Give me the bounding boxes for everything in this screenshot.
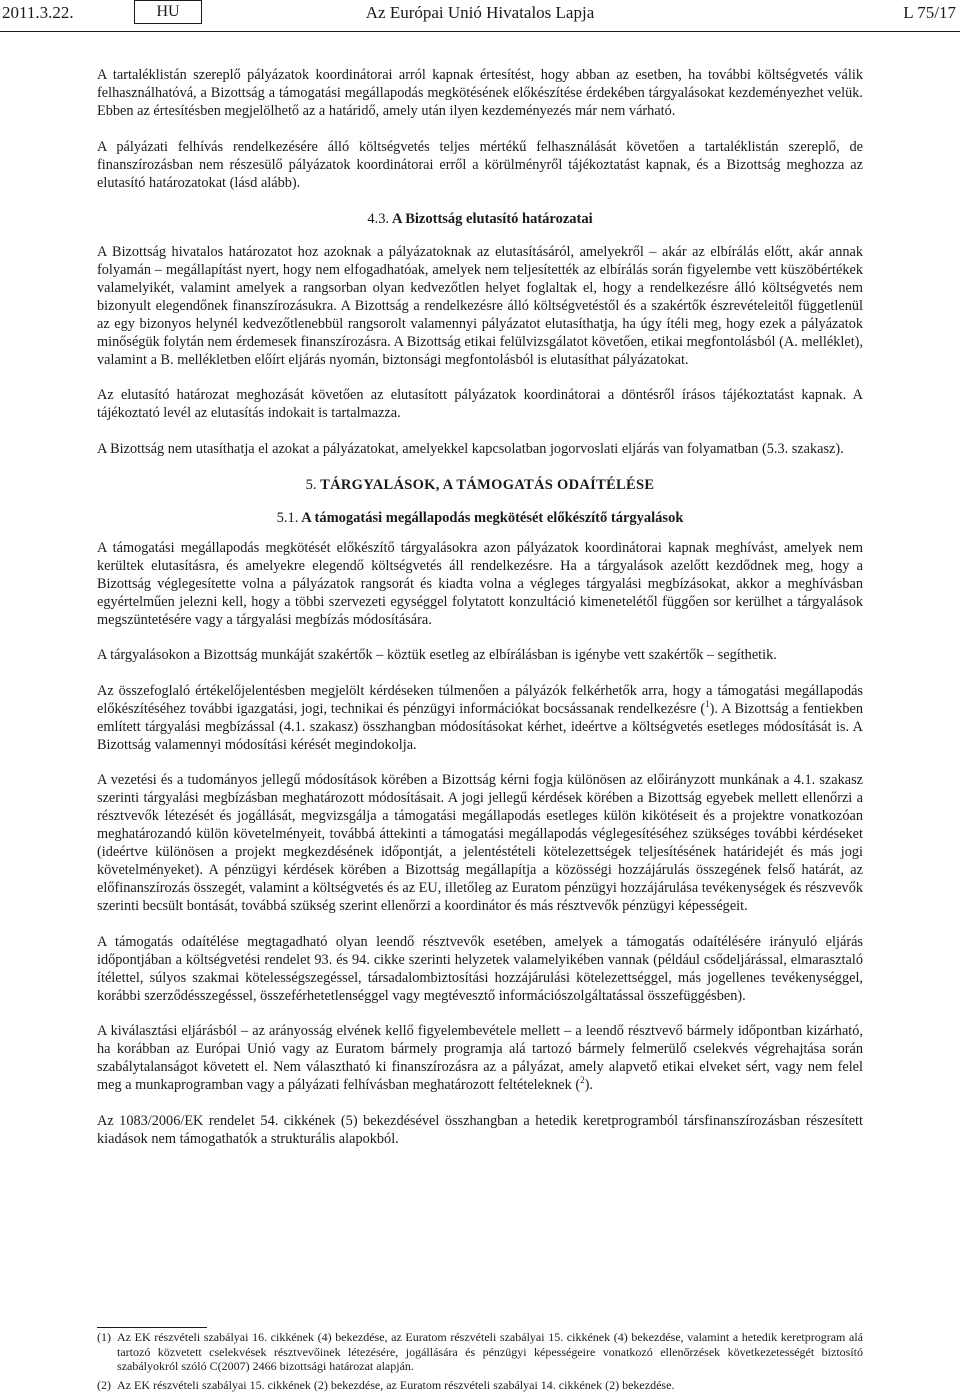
text-run: A kiválasztási eljárásból – az arányosság elvének kellő figyelembevétele mellett – a leendő résztvevő bármely időpontban kizárható, ha korábban az Európai Unió vagy az Euratom bármely programja alá tartozó bármely felmerülő cselekvés végrehajtása során szabálytalanságot követett el. Nem választható ki finanszírozásra az a pályázat, amely alapvető etikai elveket sért, vagy nem felel meg a munkaprogramban vagy a pályázati felhívásban meghatározott feltételeknek ( [97,1023,863,1093]
paragraph-exclusion [97,1022,863,1094]
header-language-box: HU [134,0,202,24]
section-title: A Bizottság elutasító határozatai [391,210,593,227]
section-title: TÁRGYALÁSOK, A TÁMOGATÁS ODAÍTÉLÉSE [320,476,655,493]
footnote [97,1330,863,1374]
paragraph-budget-exhausted: A pályázati felhívás rendelkezésére álló költségvetés teljes mértékű felhasználását követően a tartaléklistán szereplő, de finanszírozásban nem részesülő pályázatok koordinátorai erről a körülményről tájékoztatást kapnak, és a Bizottság meghozza az elutasító határozatokat (lásd alább). [97,138,863,191]
footnotes [97,1330,863,1396]
paragraph-modifications: A vezetési és a tudományos jellegű módosítások körében a Bizottság kérni fogja különösen az előirányzott munkának a 4.1. szakasz szerinti tárgyalási megbízásban meghatározott módosításait. A jogi jellegű kérdések körében a Bizottság egyebek mellett ellenőrzi a résztvevők létezését és jogállását, megvizsgálja a támogatási megállapodás esetleges külön kikötéseit és a projektre vonatkozóan meghatározandó külön követelményeit, továbbá áttekinti a támogatási megállapodás véglegesítéséhez szükséges további kérdéseket (ideértve különösen a projekt megkezdésének időpontját, a jelentéstételi kötelezettségek teljesítésének határidejét és más jogi követelményeket). A pénzügyi kérdések körében a Bizottság megállapítja a közösségi hozzájárulás összegének felső határát, az előfinanszírozás összegét, valamint a költségvetés és az EU, illetőleg az Euratom pénzügyi hozzájárulása tevékenységek és részvevők szerinti becsült bontását, továbbá szükség szerint ellenőrzi a koordinátor és más résztvevők pénzügyi képességeit. [97,772,863,914]
header-date: 2011.3.22. [2,3,74,22]
footnote [97,1378,863,1393]
paragraph-reserve-list: A tartaléklistán szereplő pályázatok koordinátorai arról kapnak értesítést, hogy abban az esetben, ha további költségvetés válik felhasználhatóvá, a Bizottság a támogatási megállapodás megkötésének előkészítése érdekében tárgyalásokat kezdeményezhet velük. Ebben az értesítésben megjelölhető az a határidő, amely után ilyen kezdeményezés már nem várható. [97,67,863,119]
paragraph-refusal: A támogatás odaítélése megtagadható olyan leendő résztvevők esetében, amelyek a támogatás odaítélésére irányuló eljárás időpontjában a költségvetési rendelet 93. és 94. cikke szerinti helyzetek valamelyikében vannak (például csődeljárással, elmarasztaló ítélettel, súlyos szakmai kötelességszegéssel, társadalombiztosítási hozzájárulási kötelezettséggel, más jogellenes tevékenységgel, korábbi szerződésszegéssel, összeférhetetlenséggel vagy megtévesztő információszolgáltatással összefüggésben). [97,933,863,1004]
footnote-text: Az EK részvételi szabályai 15. cikkének (2) bekezdése, az Euratom részvételi szabályai 14. cikkének (2) bekezdése. [117,1377,675,1392]
header-page-number: L 75/17 [903,3,956,22]
paragraph-rejection-notice: Az elutasító határozat meghozását követően az elutasított pályázatok koordinátorai a döntésről írásos tájékoztatást kapnak. A tájékoztató levél az elutasítás indokait is tartalmazza. [97,387,863,421]
header-rule [0,31,960,32]
paragraph-additional-info [97,682,863,754]
footnote-text: Az EK részvételi szabályai 16. cikkének (4) bekezdése, az Euratom részvételi szabályai 15. cikkének (4) bekezdése, valamint a hetedik keretprogram alá tartozó közvetett cselekvések résztvevőinek létezésére, jogállására és pénzügyi képességeire vonatkozó ellenőrzések következetességét biztosító szabályokról szóló C(2007) 2466 bizottsági határozat alapján. [117,1330,863,1373]
page-header [0,0,960,32]
section-heading-5-1 [97,509,863,527]
text-run: Az összefoglaló értékelőjelentésben megjelölt kérdéseken túlmenően a pályázók felkérhetők arra, hogy a támogatási megállapodás előkészítéséhez további igazgatási, jogi, technikai és pénzügyi információkat bocsássanak rendelkezésre ( [97,682,863,717]
paragraph-structural-funds: Az 1083/2006/EK rendelet 54. cikkének (5) bekezdésével összhangban a hetedik keretprogramból társfinanszírozásban részesített kiadások nem támogathatók a strukturális alapokból. [97,1112,863,1147]
section-number: 4.3. [367,210,390,227]
section-title: A támogatási megállapodás megkötését előkészítő tárgyalások [301,509,684,526]
text-run: ). A Bizottság a fentiekben említett tárgyalási megbízással (4.1. szakasz) összhangban módosításokat kérhet, ideértve a költségvetés esetleges módosítását is. A Bizottság valamennyi módosítási kérését megindokolja. [97,700,863,753]
paragraph-rejection-decisions: A Bizottság hivatalos határozatot hoz azoknak a pályázatoknak az elutasításáról, amelyekről – akár az elbírálás előtt, akár annak folyamán – megállapítást nyert, hogy nem elfogadhatóak, amelyek nem teljesítették az elbírálás során figyelembe vett küszöbértékek valamelyikét, valamint amelyek a rangsorban olyan kedvezőtlen helyet foglaltak el, hogy a rendelkezésre álló költségvetés nem bizonyult elegendőnek finanszírozásukra. A Bizottság a rendelkezésre álló költségvetéstől és a szakértők észrevételeitől függetlenül az egy bizonyos helynél kedvezőtlenebbül rangsorolt valamennyi pályázatot elutasíthatja, ha úgy ítéli meg, hogy ezek a pályázatok minőségük folytán nem érdemesek finanszírozásra. A Bizottság etikai felülvizsgálatot követően, etikai megfontolásból (A. melléklet), valamint a B. mellékletben előírt eljárás nyomán, biztonsági megfontolásból is elutasíthat pályázatokat. [97,243,863,368]
section-heading-4-3 [97,210,863,228]
section-heading-5 [97,476,863,494]
footnote-ref[interactable]: 2 [580,1075,585,1086]
footnote-rule [97,1327,207,1328]
section-number: 5.1. [276,509,299,526]
paragraph-negotiation-invite: A támogatási megállapodás megkötését előkészítő tárgyalásokra azon pályázatok koordinátorai kapnak meghívást, amelyek nem kerültek elutasításra, és amelyekre elegendő költségvetés áll rendelkezésre. Ha a tárgyalások azelőtt kezdődnek meg, hogy a Bizottság véglegesítette volna a pályázatok rangsorát és kiadta volna a végleges tárgyalási megbízásokat, akkor a meghívásban egyértelműen jelezni kell, hogy a többi szervezeti egységgel folytatott konzultáció kimenetelétől függően sor kerülhet a tárgyalások megszüntetésére vagy a tárgyalási megbízás módosítására. [97,539,863,628]
section-number: 5. [305,476,317,493]
header-journal-title: Az Európai Unió Hivatalos Lapja [365,3,595,22]
footnote-ref[interactable]: 1 [705,698,710,709]
document-body [97,66,863,1165]
paragraph-redress: A Bizottság nem utasíthatja el azokat a pályázatokat, amelyekkel kapcsolatban jogorvoslati eljárás van folyamatban (5.3. szakasz). [97,440,844,457]
footnote-mark: (2) [97,1377,111,1392]
text-run: ). [584,1077,593,1093]
footnote-mark: (1) [97,1330,111,1344]
paragraph-experts: A tárgyalásokon a Bizottság munkáját szakértők – köztük esetleg az elbírálásban is igénybe vett szakértők – segíthetik. [97,647,777,663]
